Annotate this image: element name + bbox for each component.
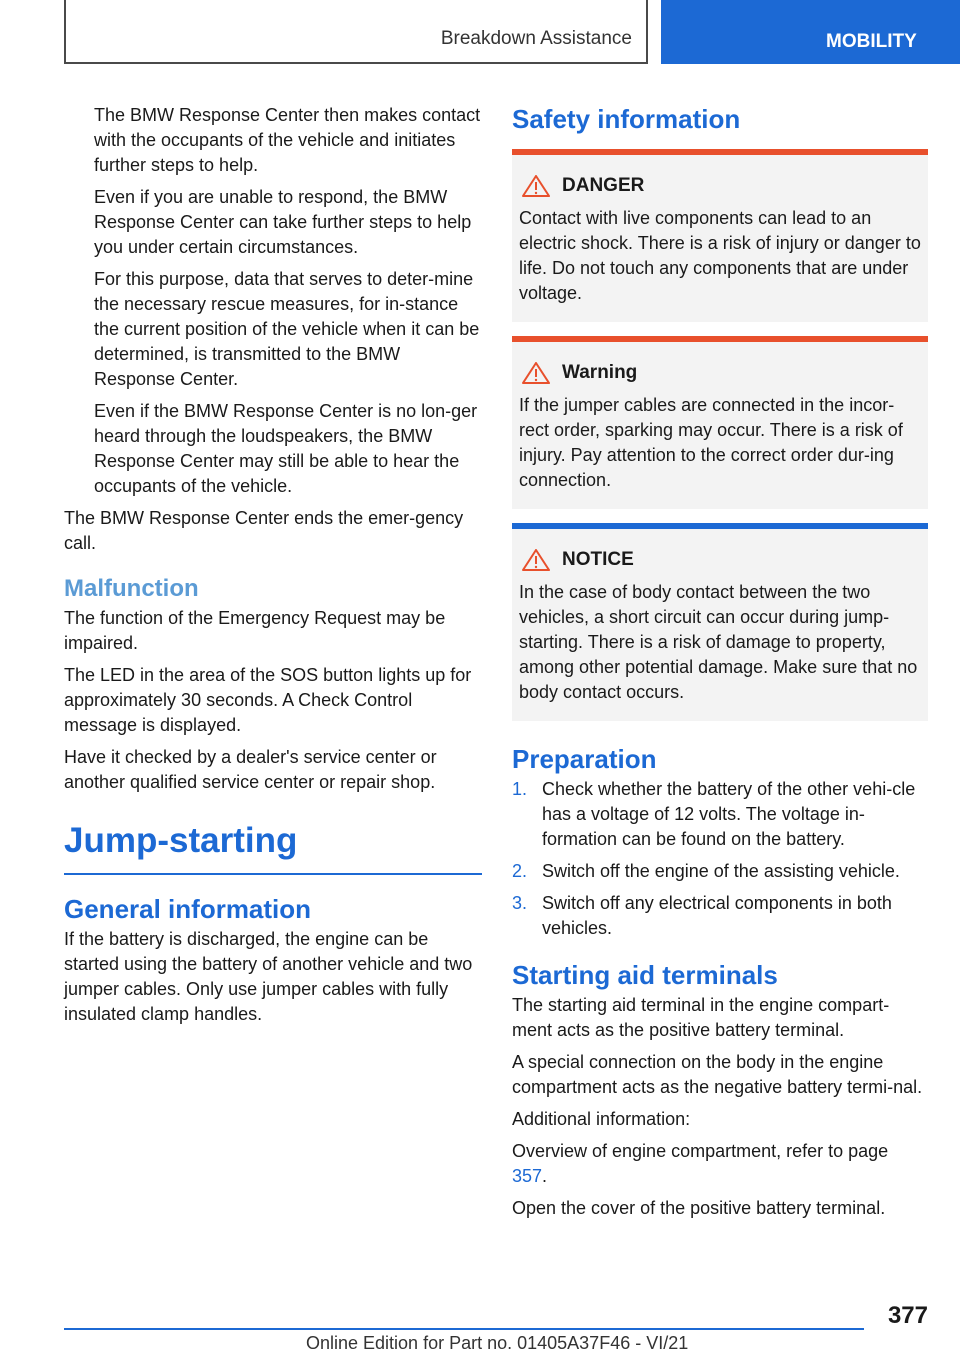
general-information-heading: General information <box>64 894 312 924</box>
danger-text: Contact with live components can lead to an electric shock. There is a risk of injury or danger to life. Do not touch any components that are under voltage. <box>519 208 921 303</box>
paragraph: Have it checked by a dealer's service center or another qualified service center or repair shop. <box>64 747 437 792</box>
danger-box <box>512 149 928 322</box>
paragraph: Open the cover of the positive battery terminal. <box>512 1198 886 1218</box>
warning-triangle-icon <box>522 549 550 571</box>
right-column <box>512 103 928 1228</box>
footer-edition: Online Edition for Part no. 01405A37F46 - VI/21 <box>306 1333 689 1353</box>
header-section-box <box>64 0 648 64</box>
notice-header <box>519 547 921 572</box>
list-item <box>512 859 928 884</box>
jump-starting-heading: Jump-starting <box>64 819 482 875</box>
list-text: Check whether the battery of the other vehi-cle has a voltage of 12 volts. The voltage in-formation can be found on the battery. <box>542 779 916 849</box>
notice-text: In the case of body contact between the two vehicles, a short circuit can occur during jump-starting. There is a risk of damage to property, among other potential damage. Make sure that no body contact occurs. <box>519 582 918 702</box>
paragraph: The LED in the area of the SOS button lights up for approximately 30 seconds. A Check Control message is displayed. <box>64 665 472 735</box>
indent-paragraph: The BMW Response Center then makes contact with the occupants of the vehicle and initiates further steps to help. <box>94 105 481 175</box>
indent-paragraph: Even if you are unable to respond, the BMW Response Center can take further steps to help you under certain circumstances. <box>94 187 472 257</box>
page-number: 377 <box>887 1302 928 1329</box>
paragraph: Additional information: <box>512 1109 691 1129</box>
paragraph: If the battery is discharged, the engine can be started using the battery of another vehicle and two jumper cables. Only use jumper cables with fully insulated clamp handles. <box>64 929 473 1024</box>
list-text: Switch off any electrical components in both vehicles. <box>542 893 892 938</box>
safety-information-heading: Safety information <box>512 104 741 134</box>
danger-title: DANGER <box>562 175 645 196</box>
warning-triangle-icon <box>522 362 550 384</box>
list-number: 1. <box>512 779 528 799</box>
indent-paragraph: Even if the BMW Response Center is no lon-ger heard through the loudspeakers, the BMW Response Center may still be able to hear the occupants of the vehicle. <box>94 401 478 496</box>
header-section-title: Breakdown Assistance <box>440 28 632 49</box>
paragraph: The starting aid terminal in the engine compart-ment acts as the positive battery terminal. <box>512 995 890 1040</box>
overview-reference <box>512 1139 928 1189</box>
warning-title: Warning <box>562 362 638 383</box>
header-chapter-tab[interactable]: MOBILITY <box>661 0 960 64</box>
paragraph: A special connection on the body in the engine compartment acts as the negative battery termi-nal. <box>512 1052 923 1097</box>
list-item <box>512 891 928 941</box>
left-column <box>64 103 482 1034</box>
warning-header <box>519 360 921 385</box>
page-link[interactable]: 357 <box>512 1166 543 1186</box>
paragraph: The BMW Response Center ends the emer-gency call. <box>64 508 464 553</box>
preparation-heading: Preparation <box>512 744 657 774</box>
indent-paragraph: For this purpose, data that serves to deter-mine the necessary rescue measures, for in-stance the current position of the vehicle when it can be determined, is transmitted to the BMW Response Center. <box>94 269 480 389</box>
warning-box <box>512 336 928 509</box>
danger-header <box>519 173 921 198</box>
list-text: Switch off the engine of the assisting vehicle. <box>542 861 900 881</box>
warning-text: If the jumper cables are connected in the incor-rect order, sparking may occur. There is a risk of injury. Pay attention to the correct order dur-ing connection. <box>519 395 903 490</box>
overview-end: . <box>542 1166 548 1186</box>
notice-title: NOTICE <box>562 549 634 570</box>
overview-text: Overview of engine compartment, refer to page <box>512 1141 889 1161</box>
list-number: 2. <box>512 861 528 881</box>
list-item <box>512 777 928 852</box>
notice-box <box>512 523 928 721</box>
footer-rule <box>64 1328 864 1330</box>
list-number: 3. <box>512 893 528 913</box>
starting-aid-terminals-heading: Starting aid terminals <box>512 960 778 990</box>
warning-triangle-icon <box>522 175 550 197</box>
malfunction-heading: Malfunction <box>64 575 199 602</box>
paragraph: The function of the Emergency Request may be impaired. <box>64 608 446 653</box>
